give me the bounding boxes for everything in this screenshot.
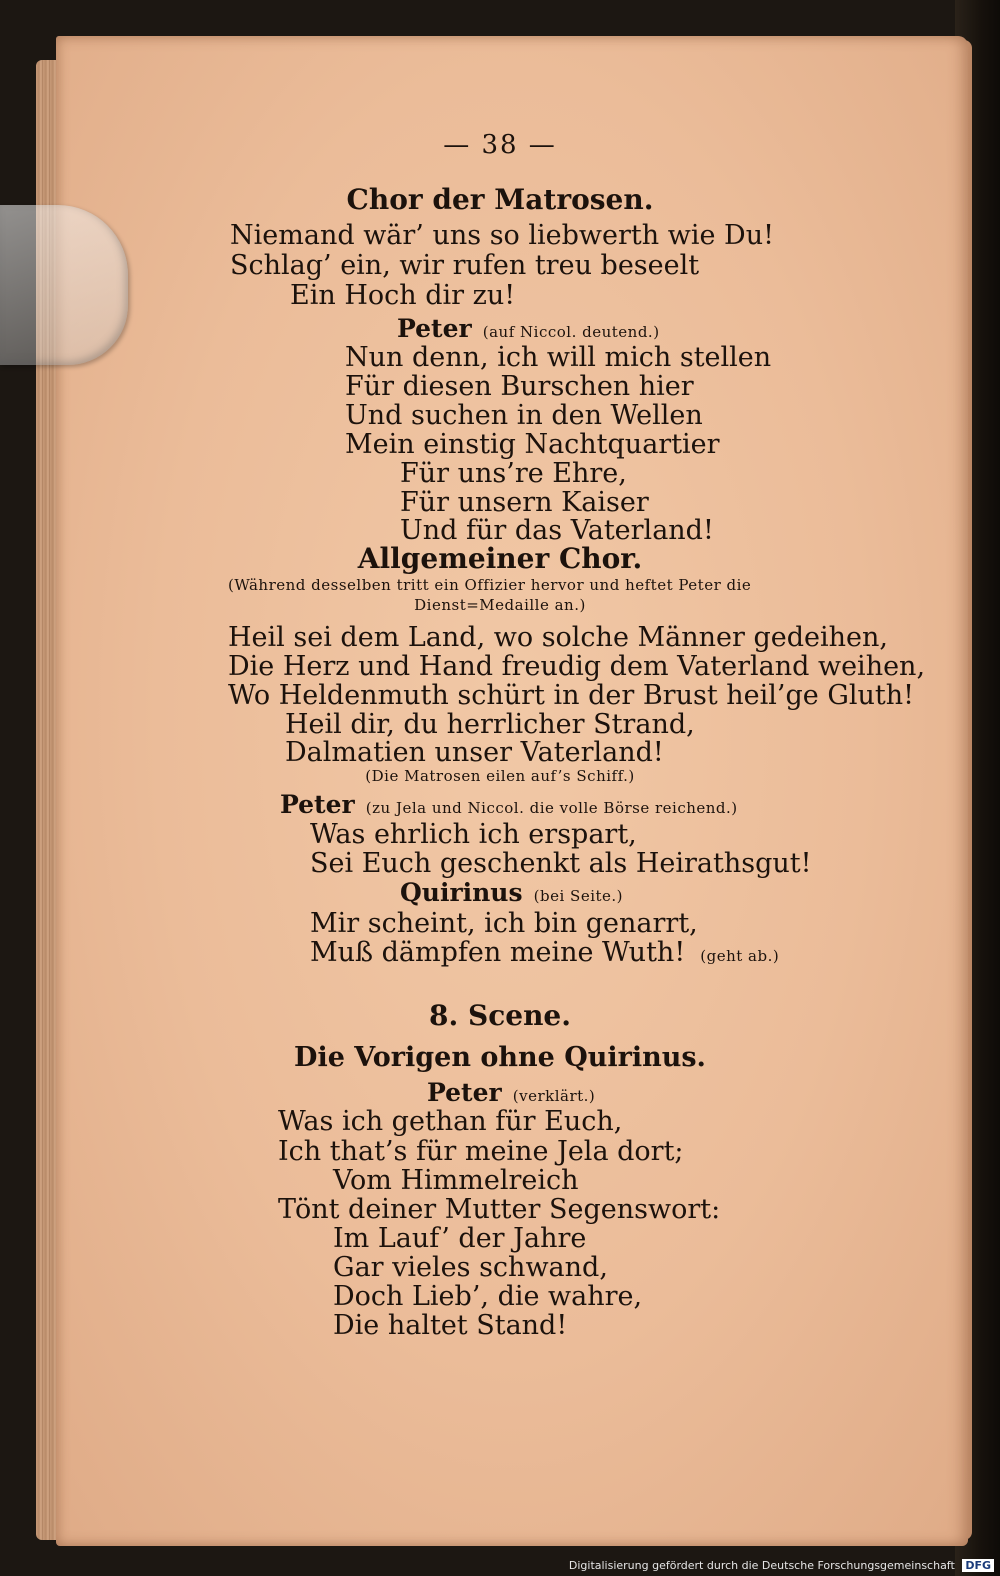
speaker-row bbox=[397, 316, 660, 341]
speaker-name: Peter bbox=[280, 790, 355, 819]
stage-direction: (verklärt.) bbox=[512, 1087, 596, 1105]
verse-line: Gar vieles schwand, bbox=[333, 1252, 608, 1283]
heading-allgemeiner-chor: Allgemeiner Chor. bbox=[357, 542, 643, 575]
verse-row bbox=[310, 939, 779, 966]
verse-line: Für uns’re Ehre, bbox=[400, 458, 627, 489]
verse-line: Was ich gethan für Euch, bbox=[278, 1106, 623, 1137]
verse-line: Mein einstig Nachtquartier bbox=[345, 429, 720, 460]
dfg-logo: DFG bbox=[962, 1559, 994, 1572]
stage-direction: Dienst=Medaille an.) bbox=[414, 596, 586, 614]
heading-chor-der-matrosen: Chor der Matrosen. bbox=[346, 183, 654, 216]
verse-line: Tönt deiner Mutter Segenswort: bbox=[278, 1194, 721, 1225]
glass-page-holder bbox=[0, 205, 128, 365]
verse-line: Schlag’ ein, wir rufen treu beseelt bbox=[230, 250, 700, 281]
verse-line: Die haltet Stand! bbox=[333, 1310, 568, 1341]
speaker-name: Quirinus bbox=[400, 878, 523, 907]
verse-line: Mir scheint, ich bin genarrt, bbox=[310, 908, 698, 939]
verse-line: Und suchen in den Wellen bbox=[345, 400, 703, 431]
scene-heading: 8. Scene. bbox=[429, 999, 571, 1032]
verse-line: Ich that’s für meine Jela dort; bbox=[278, 1136, 684, 1167]
speaker-row bbox=[400, 880, 623, 905]
stage-direction: (auf Niccol. deutend.) bbox=[482, 323, 660, 341]
verse-line: Die Herz und Hand freudig dem Vaterland weihen, bbox=[228, 651, 926, 682]
verse-line: Vom Himmelreich bbox=[333, 1165, 579, 1196]
scene-subheading: Die Vorigen ohne Quirinus. bbox=[294, 1042, 706, 1073]
verse-line: Niemand wär’ uns so liebwerth wie Du! bbox=[230, 220, 774, 251]
verse-line: Nun denn, ich will mich stellen bbox=[345, 342, 772, 373]
verse-line: Und für das Vaterland! bbox=[400, 515, 714, 546]
verse-line: Heil sei dem Land, wo solche Männer gedeihen, bbox=[228, 622, 888, 653]
page-number: — 38 — bbox=[443, 130, 557, 160]
verse-line: Heil dir, du herrlicher Strand, bbox=[285, 709, 695, 740]
stage-direction: (Die Matrosen eilen auf’s Schiff.) bbox=[365, 767, 635, 785]
stage-direction: (bei Seite.) bbox=[533, 887, 624, 905]
stage-direction: (geht ab.) bbox=[700, 947, 780, 965]
speaker-name: Peter bbox=[397, 314, 472, 343]
speaker-row bbox=[280, 792, 738, 817]
verse-line: Wo Heldenmuth schürt in der Brust heil’ge Gluth! bbox=[228, 680, 915, 711]
verse-line: Ein Hoch dir zu! bbox=[290, 280, 516, 311]
verse-line: Sei Euch geschenkt als Heirathsgut! bbox=[310, 848, 812, 879]
verse-line: Dalmatien unser Vaterland! bbox=[285, 737, 664, 768]
credit-text: Digitalisierung gefördert durch die Deutsche Forschungsgemeinschaft bbox=[568, 1559, 955, 1572]
verse-line: Im Lauf’ der Jahre bbox=[333, 1223, 587, 1254]
verse-line: Für unsern Kaiser bbox=[400, 487, 649, 518]
speaker-name: Peter bbox=[427, 1078, 502, 1107]
verse-line: Muß dämpfen meine Wuth! bbox=[310, 937, 686, 968]
stage-direction: (Während desselben tritt ein Offizier hervor und heftet Peter die bbox=[228, 576, 752, 594]
speaker-row bbox=[427, 1080, 595, 1105]
stage-direction: (zu Jela und Niccol. die volle Börse reichend.) bbox=[365, 799, 738, 817]
verse-line: Doch Lieb’, die wahre, bbox=[333, 1281, 643, 1312]
verse-line: Was ehrlich ich erspart, bbox=[310, 819, 637, 850]
digitization-credit bbox=[569, 1559, 994, 1572]
verse-line: Für diesen Burschen hier bbox=[345, 371, 694, 402]
